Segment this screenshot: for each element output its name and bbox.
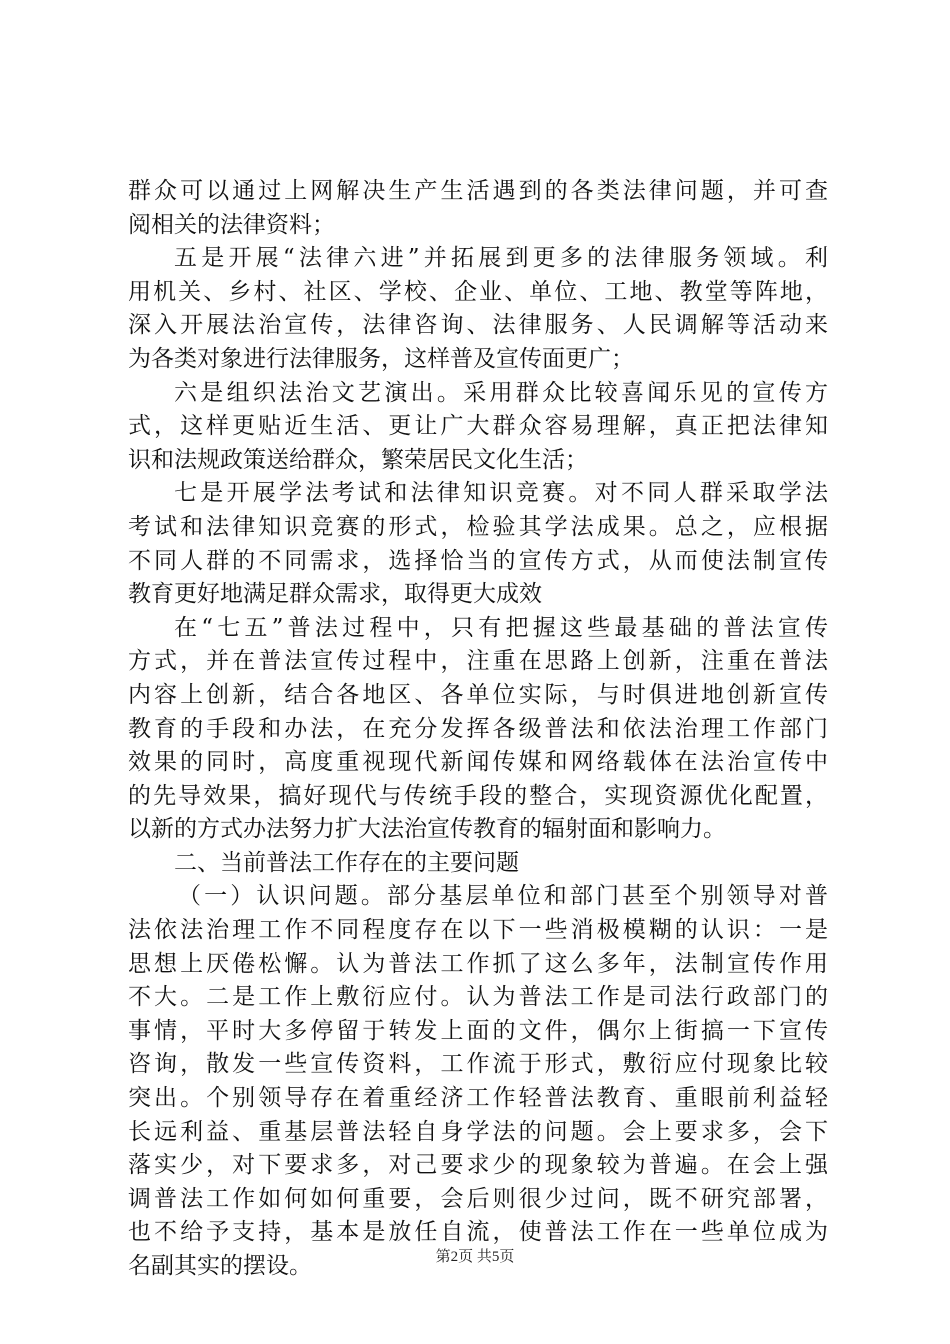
- text-line: 教育的手段和办法，在充分发挥各级普法和依法治理工作部门: [128, 715, 828, 742]
- text-line: 突出。个别领导存在着重经济工作轻普法教育、重眼前利益轻: [128, 1085, 828, 1112]
- text-line: 考试和法律知识竞赛的形式，检验其学法成果。总之，应根据: [128, 513, 828, 540]
- text-line: 以新的方式办法努力扩大法治宣传教育的辐射面和影响力。: [128, 816, 726, 843]
- text-line: 在“七五”普法过程中，只有把握这些最基础的普法宣传: [174, 614, 828, 641]
- text-line: 法依法治理工作不同程度存在以下一些消极模糊的认识：一是: [128, 917, 828, 944]
- text-line: 长远利益、重基层普法轻自身学法的问题。会上要求多，会下: [128, 1118, 828, 1145]
- text-line: 效果的同时，高度重视现代新闻传媒和网络载体在法治宣传中: [128, 749, 828, 776]
- text-line: 识和法规政策送给群众，繁荣居民文化生活；: [128, 446, 588, 473]
- text-line: 也不给予支持，基本是放任自流，使普法工作在一些单位成为: [128, 1219, 828, 1246]
- text-line: 思想上厌倦松懈。认为普法工作抓了这么多年，法制宣传作用: [128, 950, 828, 977]
- text-line: 群众可以通过上网解决生产生活遇到的各类法律问题，并可查: [128, 178, 828, 204]
- text-line: 式，这样更贴近生活、更让广大群众容易理解，真正把法律知: [128, 413, 828, 440]
- text-line: 阅相关的法律资料；: [128, 211, 335, 238]
- text-line: 教育更好地满足群众需求，取得更大成效: [128, 581, 542, 608]
- text-line: 不同人群的不同需求，选择恰当的宣传方式，从而使法制宣传: [128, 547, 828, 574]
- page-footer: 第2页 共5页: [435, 1249, 515, 1265]
- text-line: 深入开展法治宣传，法律咨询、法律服务、人民调解等活动来: [128, 312, 828, 339]
- text-line: 不大。二是工作上敷衍应付。认为普法工作是司法行政部门的: [128, 984, 828, 1011]
- text-line: 事情，平时大多停留于转发上面的文件，偶尔上街搞一下宣传: [128, 1017, 828, 1044]
- section-heading: 二、当前普法工作存在的主要问题: [174, 849, 519, 876]
- text-line: （一）认识问题。部分基层单位和部门甚至个别领导对普: [178, 883, 828, 910]
- text-line: 为各类对象进行法律服务，这样普及宣传面更广；: [128, 345, 634, 372]
- text-line: 五是开展“法律六进”并拓展到更多的法律服务领域。利: [174, 245, 828, 272]
- text-line: 内容上创新，结合各地区、各单位实际，与时俱进地创新宣传: [128, 681, 828, 708]
- text-line: 六是组织法治文艺演出。采用群众比较喜闻乐见的宣传方: [174, 379, 828, 406]
- text-line: 的先导效果，搞好现代与传统手段的整合，实现资源优化配置，: [128, 782, 828, 809]
- document-body: [128, 175, 828, 1284]
- text-line: 名副其实的摆设。: [128, 1253, 312, 1279]
- text-line: 七是开展学法考试和法律知识竞赛。对不同人群采取学法: [174, 480, 828, 507]
- text-line: 落实少，对下要求多，对己要求少的现象较为普遍。在会上强: [128, 1152, 828, 1179]
- text-line: 用机关、乡村、社区、学校、企业、单位、工地、教堂等阵地，: [128, 278, 828, 305]
- text-line: 咨询，散发一些宣传资料，工作流于形式，敷衍应付现象比较: [128, 1051, 828, 1078]
- text-line: 调普法工作如何如何重要，会后则很少过问，既不研究部署，: [128, 1185, 828, 1212]
- text-line: 方式，并在普法宣传过程中，注重在思路上创新，注重在普法: [128, 648, 828, 675]
